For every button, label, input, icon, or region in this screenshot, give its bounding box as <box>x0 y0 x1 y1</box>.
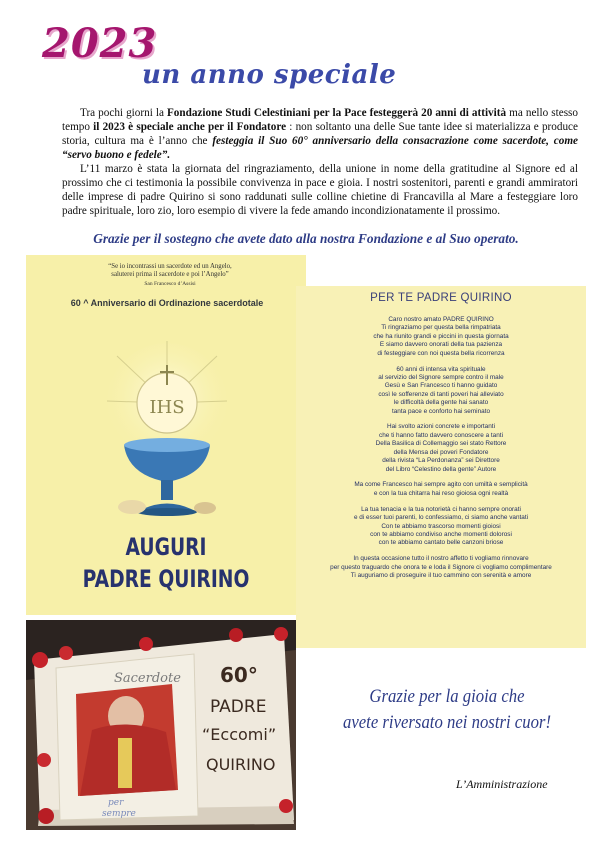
intro-run: : non soltanto una delle Sue tante idee si materializza e produce storia, cultura ma è l’anno che <box>62 121 578 147</box>
intro-paragraph-1 <box>62 106 578 162</box>
ihs-label: IHS <box>149 397 185 418</box>
poem-line: con te abbiamo cantato belle canzoni briose <box>378 539 504 547</box>
poem-line: Ma come Francesco hai sempre agito con umiltà e semplicità <box>354 481 528 489</box>
poem-line: e con la tua chitarra hai reso gioiosa ogni realtà <box>373 489 509 497</box>
signature: L’Amministrazione <box>456 777 548 791</box>
auguri-text: AUGURI <box>125 533 207 561</box>
cake-writing-60: 60° <box>220 663 258 687</box>
poem-line: Della Basilica di Collemaggio sei stato Rettore <box>375 440 507 448</box>
poem-line: così le sofferenze di tanti poveri hai alleviato <box>378 390 504 398</box>
chalice-icon <box>102 341 232 521</box>
quote-author: San Francesco d’Assisi <box>144 280 196 287</box>
poem-line: che ti hanno fatto davvero conoscere a tanti <box>379 431 503 439</box>
poem-stanza <box>304 506 578 548</box>
cake-label-sempre: sempre <box>102 809 136 819</box>
intro-run: Tra pochi giorni la <box>80 107 167 119</box>
poem-stanza <box>304 366 578 416</box>
poem-line: che ha riunito grandi e piccini in questa giornata <box>373 332 509 340</box>
cake-photo <box>26 620 296 830</box>
poem-line: della rivista “La Perdonanza” sei Direttore <box>382 457 500 465</box>
intro-paragraph-2: L’11 marzo è stata la giornata del ringraziamento, della unione in nome della gratitudine al Signore ed al prossimo che ci testimonia la possibile convivenza in pace e gioia. I nostri sostenitori, parenti e grandi ammiratori delle imprese di padre Quirino si sono raddunati sulle colline chietine di Francavilla al Mare a festeggiare loro padre spirituale, loro zio, loro esempio di vivere la fede amando incondizionatamente il prossimo. <box>62 163 578 217</box>
cake-writing-quirino: QUIRINO <box>206 755 276 774</box>
intro-run: Fondazione Studi Celestiniani per la Pace festeggerà 20 anni di attività <box>166 107 507 119</box>
poem-line: del Libro “Celestino della gente” Autore <box>385 465 497 473</box>
poem-line: al servizio del Signore sempre contro il male <box>378 373 504 381</box>
intro-run: il 2023 è speciale anche per il Fondatore <box>93 121 287 133</box>
saint-quote <box>56 263 284 288</box>
poem-line: In questa occasione tutto il nostro affetto ti vogliamo rinnovare <box>353 555 529 563</box>
intro-text <box>62 106 578 218</box>
poem-line: per questo traguardo che onora te e loda il Signore ci vogliamo complimentare <box>330 563 552 571</box>
joy-message <box>323 684 571 736</box>
anniversary-card <box>26 255 306 615</box>
poem-stanza <box>304 316 578 358</box>
poem-heading: PER TE PADRE QUIRINO <box>370 292 512 304</box>
intro-run: ma nello stesso tempo <box>62 107 578 133</box>
poem-card <box>296 286 586 648</box>
intro-run: festeggia il Suo 60° anniversario della consacrazione come sacerdote, come “servo buono e fedele”. <box>62 135 578 161</box>
cake-label-sacerdote: Sacerdote <box>114 671 181 686</box>
poem-line: Ti ringraziamo per questa bella rimpatriata <box>381 324 501 332</box>
poem-line: della Mensa dei poveri Fondatore <box>393 448 489 456</box>
cake-writing-eccomi: “Eccomi” <box>202 725 277 744</box>
cake-writing-padre: PADRE <box>210 697 267 717</box>
auguri-name: PADRE QUIRINO <box>82 565 250 593</box>
quote-line: saluterei prima il sacerdote e poi l’Angelo” <box>111 271 229 279</box>
poem-line: tanta pace e conforto hai seminato <box>391 407 491 415</box>
quote-line: “Se io incontrassi un sacerdote ed un Angelo, <box>108 263 232 270</box>
poem-line: le difficoltà della gente hai sanato <box>393 399 489 407</box>
poem-line: di festeggiare con noi questa bella ricorrenza <box>377 349 505 357</box>
poem-line: Hai svolto azioni concrete e importanti <box>387 423 495 431</box>
poem-text <box>304 316 578 588</box>
poem-line: E siamo davvero onorati della tua pazienza <box>379 341 503 349</box>
joy-line-1: Grazie per la gioia che <box>369 686 525 707</box>
poem-line: Ti auguriamo di proseguire il tuo cammino con serenità e amore <box>350 572 532 580</box>
poem-line: 60 anni di intensa vita spirituale <box>396 365 486 373</box>
year-heading: 2023 <box>42 20 158 67</box>
joy-line-2: avete riversato nei nostri cuor! <box>342 712 552 733</box>
page-title: un anno speciale <box>142 60 397 90</box>
poem-line: Con te abbiamo trascorso momenti gioiosi <box>381 522 501 530</box>
poem-stanza <box>304 555 578 580</box>
thanks-line: Grazie per il sostegno che avete dato alla nostra Fondazione e al Suo operato. <box>93 231 519 246</box>
poem-line: e di esser tuoi parenti, lo confessiamo, ci siamo anche vantati <box>353 514 529 522</box>
cake-illustration <box>26 620 296 830</box>
poem-line: con te abbiamo condiviso anche momenti dolorosi <box>370 530 512 538</box>
anniversary-title: 60 ^ Anniversario di Ordinazione sacerdotale <box>70 298 264 308</box>
poem-line: Gesù e San Francesco ti hanno guidato <box>384 382 498 390</box>
poem-line: Caro nostro amato PADRE QUIRINO <box>388 316 494 323</box>
poem-stanza <box>304 481 578 498</box>
poem-stanza <box>304 423 578 473</box>
poem-line: La tua tenacia e la tua notorietà ci hanno sempre onorati <box>361 505 521 513</box>
cake-label-per: per <box>108 798 124 808</box>
